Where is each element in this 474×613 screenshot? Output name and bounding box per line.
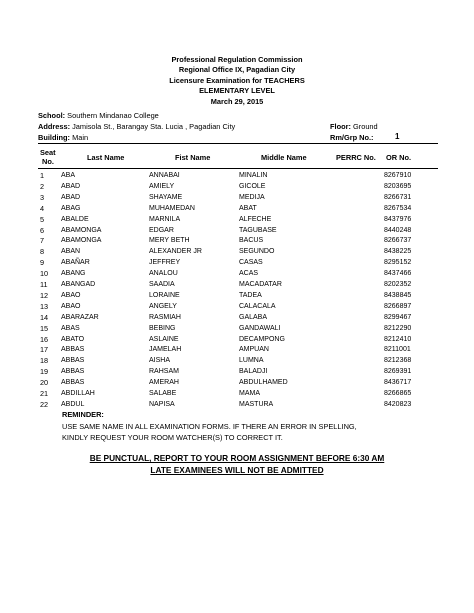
cell-last-name: ABANGAD [61, 281, 96, 288]
cell-seat-no: 9 [40, 258, 45, 268]
cell-middle-name: ACAS [239, 270, 259, 278]
address-label: Address: [38, 122, 71, 131]
cell-last-name: ABAS [61, 324, 80, 332]
cell-seat-no: 18 [40, 356, 49, 366]
cell-or-no: 8211001 [384, 346, 411, 354]
cell-or-no: 8438845 [384, 291, 412, 299]
cell-or-no: 8266865 [384, 390, 412, 397]
cell-last-name: ABAO [61, 302, 81, 310]
cell-seat-no: 5 [40, 214, 45, 224]
cell-or-no: 8437976 [384, 215, 412, 223]
table-row [0, 324, 474, 335]
floor-label: Floor: [330, 122, 351, 131]
cell-first-name: SHAYAME [149, 193, 183, 201]
building-line [38, 133, 88, 143]
table-row [0, 204, 474, 215]
cell-last-name: ABALDE [61, 215, 89, 223]
cell-or-no: 8269391 [384, 368, 412, 376]
school-line [38, 111, 159, 121]
header-date: March 29, 2015 [210, 96, 264, 106]
table-row [0, 389, 474, 400]
cell-middle-name: CALACALA [239, 302, 276, 310]
table-row [0, 345, 474, 356]
table-row [0, 280, 474, 291]
cell-middle-name: DECAMPONG [239, 335, 285, 343]
cell-or-no: 8266731 [384, 193, 412, 201]
cell-seat-no: 14 [40, 312, 49, 322]
table-row [0, 247, 474, 258]
cell-last-name: ABAD [61, 182, 81, 190]
address-value: Jamisola St., Barangay Sta. Lucia , Pagadian City [72, 122, 236, 131]
table-row [0, 269, 474, 280]
col-perrc-no: PERRC No. [336, 153, 376, 162]
cell-last-name: ABDILLAH [61, 390, 95, 397]
cell-middle-name: CASAS [239, 259, 263, 267]
cell-first-name: RASMIAH [149, 313, 181, 321]
cell-first-name: JAMELAH [149, 346, 182, 354]
cell-middle-name: ABDULHAMED [239, 379, 288, 387]
table-row [0, 193, 474, 204]
header-level: ELEMENTARY LEVEL [199, 86, 275, 96]
cell-or-no: 8299467 [384, 313, 412, 321]
cell-middle-name: LUMNA [239, 357, 264, 365]
cell-seat-no: 8 [40, 247, 45, 257]
cell-first-name: ANALOU [149, 270, 178, 278]
cell-middle-name: ABAT [239, 204, 257, 212]
cell-or-no: 8267910 [384, 172, 412, 179]
cell-or-no: 8266737 [384, 237, 412, 245]
cell-first-name: ANNABAI [149, 172, 180, 179]
cell-seat-no: 11 [40, 280, 48, 289]
cell-seat-no: 2 [40, 181, 45, 191]
cell-middle-name: MAMA [239, 390, 260, 397]
cell-last-name: ABAD [61, 193, 81, 201]
cell-last-name: ABAN [61, 248, 81, 256]
cell-seat-no: 19 [40, 367, 49, 377]
cell-last-name: ABARAZAR [61, 313, 99, 321]
cell-first-name: MARNILA [149, 215, 181, 223]
table-row [0, 313, 474, 324]
building-value: Main [72, 133, 89, 142]
cell-last-name: ABATO [61, 335, 85, 343]
notice-late: LATE EXAMINEES WILL NOT BE ADMITTED [150, 465, 324, 475]
col-first-name: Fist Name [175, 153, 211, 162]
cell-last-name: ABANG [61, 270, 86, 278]
cell-middle-name: AMPUAN [239, 346, 269, 354]
room-label: Rm/Grp No.: [330, 133, 374, 142]
col-or-no: OR No. [386, 153, 412, 162]
table-row [0, 258, 474, 269]
cell-middle-name: ALFECHE [239, 215, 272, 223]
header-commission: Professional Regulation Commission [171, 55, 303, 64]
header-regional-office: Regional Office IX, Pagadian City [178, 65, 296, 75]
cell-seat-no: 3 [40, 192, 45, 202]
cell-first-name: ASLAINE [149, 335, 179, 343]
reminder-line2: KINDLY REQUEST YOUR ROOM WATCHER(S) TO CORRECT IT. [62, 433, 283, 442]
cell-last-name: ABA [61, 172, 76, 179]
cell-middle-name: MACADATAR [239, 281, 282, 288]
cell-last-name: ABAMONGA [61, 237, 102, 245]
cell-last-name: ABBAS [61, 346, 85, 354]
cell-first-name: AISHA [149, 357, 171, 365]
school-value: Southern Mindanao College [67, 111, 159, 120]
cell-middle-name: GANDAWALI [239, 324, 281, 332]
notice-punctual: BE PUNCTUAL, REPORT TO YOUR ROOM ASSIGNMENT BEFORE 6:30 AM [89, 453, 385, 463]
cell-middle-name: BACUS [239, 237, 264, 245]
cell-or-no: 8267534 [384, 204, 412, 212]
table-row [0, 356, 474, 367]
cell-last-name: ABAÑAR [61, 259, 90, 267]
cell-or-no: 8266897 [384, 302, 412, 310]
col-middle-name: Middle Name [261, 153, 307, 162]
cell-last-name: ABBAS [61, 368, 85, 376]
cell-first-name: ANGELY [149, 302, 177, 310]
table-row [0, 236, 474, 247]
cell-or-no: 8202352 [384, 281, 412, 288]
cell-or-no: 8212368 [384, 357, 412, 365]
cell-middle-name: BALADJI [239, 368, 268, 376]
cell-or-no: 8440248 [384, 226, 412, 234]
table-row [0, 367, 474, 378]
cell-or-no: 8203695 [384, 182, 412, 190]
cell-seat-no: 1 [40, 171, 45, 180]
cell-first-name: MERY BETH [149, 237, 190, 245]
cell-first-name: JEFFREY [149, 259, 181, 267]
cell-or-no: 8295152 [384, 259, 412, 267]
document-header [0, 55, 474, 107]
reminder-line1: USE SAME NAME IN ALL EXAMINATION FORMS. IF THERE AN ERROR IN SPELLING, [62, 421, 357, 431]
cell-last-name: ABAG [61, 204, 81, 212]
cell-seat-no: 16 [40, 334, 49, 344]
cell-first-name: MUHAMEDAN [149, 204, 195, 212]
floor-line [330, 122, 378, 132]
cell-or-no: 8212290 [384, 324, 412, 332]
cell-seat-no: 21 [40, 389, 49, 398]
cell-middle-name: TADEA [239, 291, 262, 299]
col-seat-line2: No. [42, 157, 54, 166]
cell-first-name: NAPISA [149, 400, 175, 408]
table-row [0, 215, 474, 226]
col-last-name: Last Name [87, 153, 125, 162]
header-rule-bottom [38, 168, 438, 169]
table-row [0, 291, 474, 302]
cell-last-name: ABBAS [61, 357, 85, 365]
room-line [330, 133, 374, 143]
cell-middle-name: MASTURA [239, 400, 274, 408]
cell-first-name: SAADIA [149, 281, 175, 288]
cell-first-name: RAHSAM [149, 368, 179, 376]
cell-or-no: 8437466 [384, 270, 412, 278]
table-row [0, 182, 474, 193]
floor-value: Ground [353, 122, 378, 131]
cell-last-name: ABAMONGA [61, 226, 102, 234]
building-label: Building: [38, 133, 71, 142]
reminder-title: REMINDER: [62, 410, 104, 419]
cell-seat-no: 12 [40, 290, 49, 300]
cell-last-name: ABBAS [61, 379, 85, 387]
cell-seat-no: 15 [40, 323, 49, 333]
cell-first-name: LORAINE [149, 291, 180, 299]
cell-first-name: AMIELY [149, 182, 175, 190]
cell-or-no: 8436717 [384, 379, 412, 387]
cell-seat-no: 22 [40, 399, 49, 409]
table-row [0, 302, 474, 313]
col-seat-line1: Seat [40, 148, 56, 157]
cell-middle-name: GICOLE [239, 182, 266, 190]
cell-last-name: ABDUL [61, 400, 85, 408]
cell-middle-name: SEGUNDO [239, 248, 275, 256]
cell-seat-no: 13 [40, 301, 49, 311]
cell-middle-name: TAGUBASE [239, 226, 277, 234]
cell-last-name: ABAO [61, 291, 81, 299]
cell-or-no: 8212410 [384, 335, 412, 343]
cell-seat-no: 4 [40, 203, 45, 213]
table-row [0, 378, 474, 389]
cell-or-no: 8438225 [384, 248, 412, 256]
address-line [38, 122, 235, 132]
cell-first-name: EDGAR [149, 226, 174, 234]
school-label: School: [38, 111, 66, 120]
cell-middle-name: MINALIN [239, 172, 268, 179]
cell-seat-no: 10 [40, 269, 49, 279]
cell-first-name: ALEXANDER JR [149, 248, 202, 256]
header-exam-title: Licensure Examination for TEACHERS [169, 75, 305, 85]
cell-seat-no: 7 [40, 236, 45, 246]
reminder-block [62, 409, 442, 444]
cell-middle-name: GALABA [239, 313, 268, 321]
cell-seat-no: 20 [40, 378, 49, 388]
room-value: 1 [395, 132, 400, 141]
table-row [0, 226, 474, 237]
table-row [0, 335, 474, 346]
table-row [0, 171, 474, 182]
cell-seat-no: 17 [40, 345, 49, 355]
cell-first-name: AMERAH [149, 379, 179, 387]
cell-middle-name: MEDIJA [239, 193, 265, 201]
cell-seat-no: 6 [40, 225, 45, 235]
cell-first-name: SALABE [149, 390, 177, 397]
cell-or-no: 8420823 [384, 400, 412, 408]
header-rule-top [38, 143, 438, 144]
cell-first-name: BEBING [149, 324, 176, 332]
